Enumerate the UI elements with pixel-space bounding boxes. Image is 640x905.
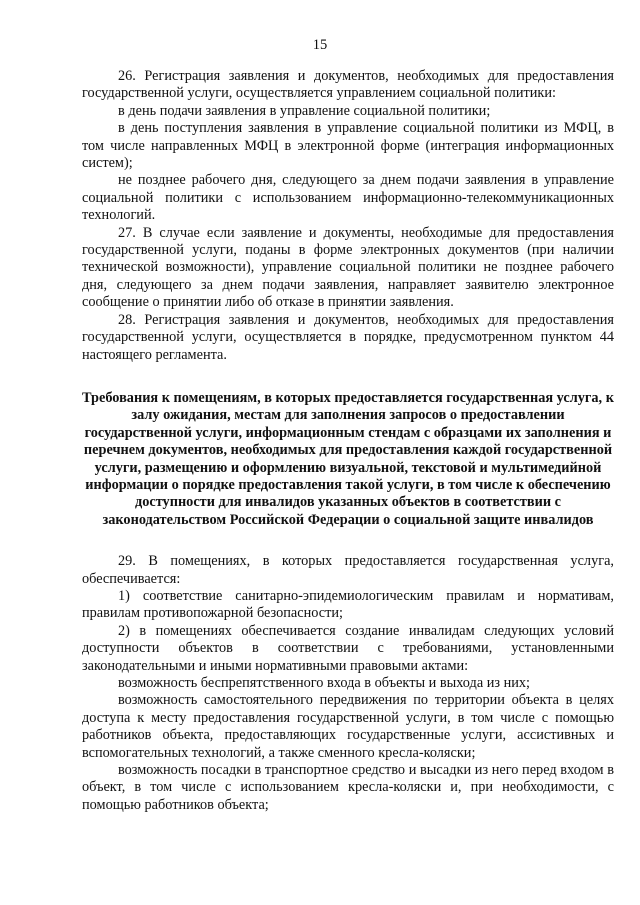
paragraph-29-item-1: 1) соответствие санитарно-эпидемиологическим правилам и нормативам, правилам противопожарной безопасности; (82, 587, 614, 622)
document-body (82, 68, 614, 814)
paragraph-26-item-1: в день подачи заявления в управление социальной политики; (118, 102, 491, 119)
paragraph-26: 26. Регистрация заявления и документов, необходимых для предоставления государственной услуги, осуществляется управлением социальной политики: (82, 68, 614, 102)
page-number: 15 (312, 37, 328, 53)
paragraph-26-item-2: в день поступления заявления в управление социальной политики из МФЦ, в том числе направленных МФЦ в электронной форме (интеграция информационных систем); (82, 120, 614, 172)
paragraph-26-item-3: не позднее рабочего дня, следующего за днем подачи заявления в управление социальной политики с использованием информационно-телекоммуникационных технологий. (82, 172, 614, 224)
paragraph-29: 29. В помещениях, в которых предоставляется государственная услуга, обеспечивается: (82, 553, 614, 587)
paragraph-29-condition-2: возможность самостоятельного передвижения по территории объекта в целях доступа к месту предоставления государственной услуги, в том числе с помощью работников объекта, предоставляющих государственные услуги, ассистивных и вспомогательных технологий, а также сменного кресла-коляски; (82, 692, 614, 761)
paragraph-29-item-2: 2) в помещениях обеспечивается создание инвалидам следующих условий доступности объектов в соответствии с требованиями, установленными законодательными и иными нормативными правовыми актами: (82, 622, 614, 674)
paragraph-29-condition-3: возможность посадки в транспортное средство и высадки из него перед входом в объект, в том числе с использованием кресла-коляски и, при необходимости, с помощью работников объекта; (82, 762, 614, 813)
paragraph-29-condition-1: возможность беспрепятственного входа в объекты и выхода из них; (118, 675, 531, 691)
section-heading: Требования к помещениям, в которых предоставляется государственная услуга, к залу ожидания, местам для заполнения запросов о предоставлении государственной услуги, информационным стендам с образцами их заполнения и перечнем документов, необходимых для предоставления каждой государственной услуги, размещению и оформлению визуальной, текстовой и мультимедийной информации о порядке предоставления такой услуги, в том числе к обеспечению доступности для инвалидов указанных объектов в соответствии с законодательством Российской Федерации о социальной защите инвалидов (82, 389, 614, 528)
paragraph-27: 27. В случае если заявление и документы, необходимые для предоставления государственной услуги, поданы в форме электронных документов (при наличии технической возможности), управление социальной политики не позднее рабочего дня, следующего за днем подачи заявления, направляет заявителю электронное сообщение о принятии либо об отказе в принятии заявления. (82, 224, 614, 311)
paragraph-28: 28. Регистрация заявления и документов, необходимых для предоставления государственной услуги, осуществляется в порядке, предусмотренном пунктом 44 настоящего регламента. (82, 311, 614, 363)
